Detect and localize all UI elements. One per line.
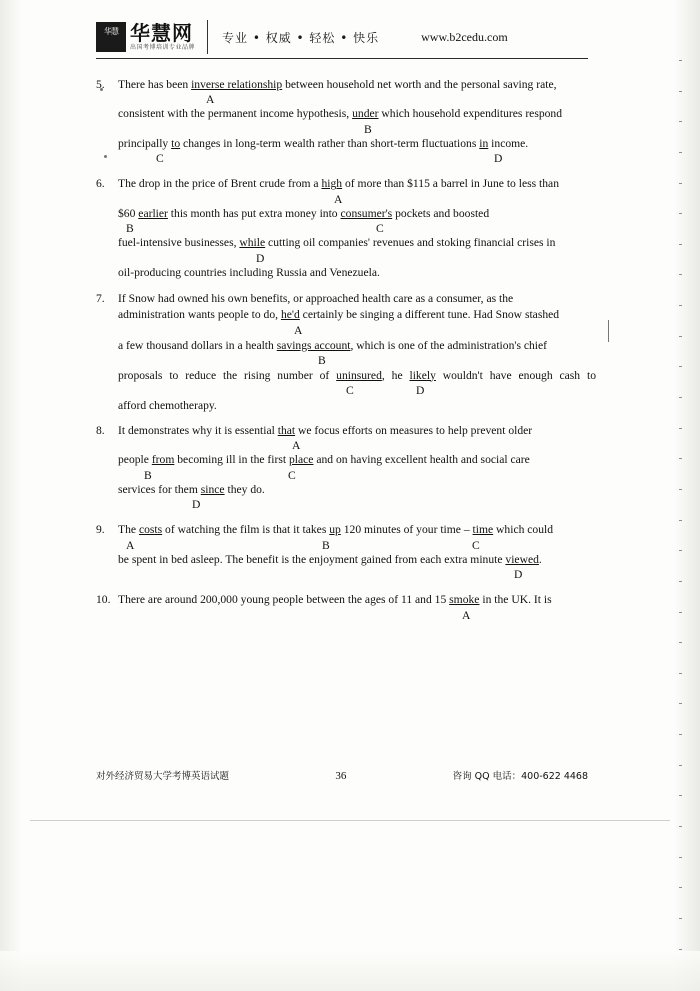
sentence-text: a few thousand dollars in a health — [118, 338, 277, 352]
line-indent — [96, 307, 118, 322]
question-number: 10. — [96, 593, 111, 607]
logo-tagline: 出国考博培训专业品牌 — [130, 44, 196, 51]
answer-marker-row — [96, 498, 596, 512]
line-indent — [96, 236, 118, 250]
sentence-text: fuel-intensive businesses, — [118, 236, 240, 250]
sentence-text: 120 minutes of your time – — [340, 523, 473, 537]
line-indent — [96, 553, 118, 567]
sentence-text: we focus efforts on measures to help prevent older — [295, 423, 533, 437]
answer-marker-row — [96, 384, 596, 398]
sentence-text: changes in long-term wealth rather than short-term fluctuations — [180, 136, 480, 150]
footer-contact: 咨询 QQ 电话：400-622 4468 — [452, 771, 588, 782]
site-header — [96, 14, 588, 60]
underlined-choice-text: consumer's — [340, 206, 393, 220]
header-rule — [96, 58, 588, 59]
answer-marker: D — [514, 568, 523, 582]
sentence-text: principally — [118, 136, 172, 150]
header-slogan: 专业 • 权威 • 轻松 • 快乐 — [222, 30, 380, 45]
underlined-choice-text: uninsured — [336, 368, 382, 382]
answer-marker: B — [144, 468, 152, 482]
sentence-text: , which is one of the administration's chief — [350, 338, 548, 352]
question-line — [96, 236, 596, 250]
question-line — [96, 593, 596, 607]
answer-marker: A — [206, 93, 215, 107]
underlined-choice-text: since — [200, 482, 225, 496]
margin-tick-marks — [679, 60, 683, 950]
answer-marker-row — [96, 193, 596, 207]
header-website-url: www.b2cedu.com — [421, 29, 508, 44]
question-line — [96, 307, 596, 322]
underlined-choice-text: he'd — [280, 308, 300, 322]
question-line — [96, 78, 596, 92]
sentence-text: certainly be singing a different tune. Had Snow stashed — [299, 308, 560, 322]
line-indent — [96, 483, 118, 497]
question-line — [96, 266, 596, 280]
answer-marker: A — [292, 439, 301, 453]
sentence-text: afford chemotherapy. — [118, 398, 217, 412]
answer-marker-row — [96, 568, 596, 582]
footer-exam-title: 对外经济贸易大学考博英语试题 — [96, 771, 230, 782]
question-line — [96, 338, 596, 353]
exam-questions — [96, 78, 596, 634]
question-number: 9. — [96, 523, 105, 537]
question-line — [96, 137, 596, 151]
question-line — [96, 107, 596, 121]
sentence-text: consistent with the permanent income hypothesis, — [118, 107, 353, 121]
answer-marker: B — [364, 122, 372, 136]
question-line — [96, 453, 596, 467]
underlined-choice-text: likely — [409, 368, 436, 382]
answer-marker: B — [126, 222, 134, 236]
sentence-text: be spent in bed asleep. The benefit is the enjoyment gained from each extra minute — [118, 552, 506, 566]
line-indent — [96, 338, 118, 353]
line-indent — [96, 453, 118, 467]
scan-edge-left — [0, 0, 22, 991]
sentence-text: . — [538, 552, 542, 566]
question-line — [96, 483, 596, 497]
answer-marker: C — [376, 222, 384, 236]
scan-edge-bottom — [0, 951, 700, 991]
question-block — [96, 291, 596, 412]
answer-marker-row — [96, 609, 596, 623]
sentence-text: The drop in the price of Brent crude from a — [118, 177, 322, 191]
question-block — [96, 523, 596, 582]
underlined-choice-text: earlier — [138, 206, 168, 220]
sentence-text: It demonstrates why it is essential — [118, 423, 278, 437]
answer-marker-row — [96, 252, 596, 266]
line-indent — [96, 137, 118, 151]
sentence-text: becoming ill in the first — [174, 453, 289, 467]
answer-marker: C — [346, 383, 354, 397]
answer-marker: D — [256, 251, 265, 265]
question-line — [96, 368, 596, 383]
answer-marker-row — [96, 93, 596, 107]
line-indent — [96, 266, 118, 280]
question-number: 5. — [96, 78, 105, 91]
sentence-text: people — [118, 453, 152, 467]
underlined-choice-text: in — [479, 136, 489, 150]
answer-marker: C — [288, 468, 296, 482]
question-line — [96, 523, 596, 537]
sentence-text: income. — [488, 136, 529, 150]
answer-marker-row — [96, 152, 596, 166]
line-indent — [96, 207, 118, 221]
question-block — [96, 177, 596, 280]
question-line — [96, 291, 596, 306]
answer-marker-row — [96, 324, 596, 338]
question-line — [96, 553, 596, 567]
answer-marker: B — [318, 353, 326, 367]
logo-mark-icon: 华慧 — [96, 22, 126, 52]
question-number: 7. — [96, 292, 105, 306]
underlined-choice-text: under — [352, 107, 379, 121]
sentence-text: There are around 200,000 young people between the ages of 11 and 15 — [118, 593, 450, 607]
underlined-choice-text: up — [329, 523, 341, 537]
answer-marker: C — [156, 152, 164, 166]
sentence-text: pockets and boosted — [392, 206, 490, 220]
line-indent — [96, 368, 118, 383]
sentence-text: cutting oil companies' revenues and stoking financial crises in — [265, 236, 556, 250]
sentence-text: of watching the film is that it takes — [162, 523, 330, 537]
sentence-text: which household expenditures respond — [378, 107, 563, 121]
sentence-text: of more than $115 a barrel in June to less than — [342, 177, 559, 191]
underlined-choice-text: that — [277, 423, 296, 437]
question-line — [96, 398, 596, 413]
underlined-choice-text: place — [289, 453, 314, 467]
question-block — [96, 593, 596, 622]
sentence-text: There has been — [118, 78, 192, 91]
question-line — [96, 207, 596, 221]
scan-edge-right — [674, 0, 700, 991]
underlined-choice-text: inverse relationship — [191, 78, 283, 91]
question-block — [96, 424, 596, 512]
underlined-choice-text: costs — [138, 523, 163, 537]
question-block — [96, 78, 596, 166]
underlined-choice-text: savings account — [276, 338, 351, 352]
sentence-text: between household net worth and the personal saving rate, — [282, 78, 557, 91]
sentence-text: in the UK. It is — [479, 593, 552, 607]
answer-marker: D — [192, 498, 201, 512]
sentence-text: this month has put extra money into — [167, 206, 341, 220]
sentence-text: and on having excellent health and social care — [313, 453, 530, 467]
answer-marker: B — [322, 538, 330, 552]
sentence-text: oil-producing countries including Russia and Venezuela. — [118, 265, 380, 279]
answer-marker-row — [96, 439, 596, 453]
answer-marker: A — [294, 323, 303, 337]
sentence-text: administration wants people to do, — [118, 308, 281, 322]
question-line — [96, 424, 596, 438]
underlined-choice-text: to — [171, 136, 181, 150]
sentence-text: proposals to reduce the rising number of — [118, 368, 337, 382]
site-logo — [96, 22, 195, 52]
answer-marker-row — [96, 469, 596, 483]
sentence-text: they do. — [224, 482, 265, 496]
underlined-choice-text: time — [472, 523, 494, 537]
answer-marker-row — [96, 222, 596, 236]
underlined-choice-text: while — [239, 236, 266, 250]
sentence-text: If Snow had owned his own benefits, or approached health care as a consumer, as the — [118, 292, 514, 306]
answer-marker: A — [334, 192, 343, 206]
answer-marker: A — [462, 608, 471, 622]
scan-artifact-line — [608, 320, 609, 342]
underlined-choice-text: high — [321, 177, 343, 191]
answer-marker-row — [96, 123, 596, 137]
question-line — [96, 177, 596, 191]
sentence-text: wouldn't have enough cash to — [435, 368, 597, 382]
sentence-text: which could — [493, 523, 554, 537]
line-indent — [96, 398, 118, 413]
page-number: 36 — [335, 770, 347, 782]
question-number: 8. — [96, 423, 105, 437]
question-number: 6. — [96, 177, 105, 191]
logo-wordmark: 华慧网 — [130, 21, 193, 45]
underlined-choice-text: from — [151, 453, 175, 467]
sentence-text: The — [118, 523, 139, 537]
line-indent — [96, 107, 118, 121]
sentence-text: services for them — [118, 482, 201, 496]
header-divider — [207, 20, 208, 54]
answer-marker: C — [472, 538, 480, 552]
page-footer — [96, 768, 588, 782]
answer-marker: D — [494, 152, 503, 166]
answer-marker-row — [96, 539, 596, 553]
underlined-choice-text: viewed — [505, 552, 539, 566]
sentence-text: $60 — [118, 206, 139, 220]
answer-marker: D — [416, 383, 425, 397]
answer-marker-row — [96, 354, 596, 368]
sentence-text: , he — [381, 368, 410, 382]
footer-rule — [30, 820, 670, 821]
underlined-choice-text: smoke — [449, 593, 480, 607]
answer-marker: A — [126, 538, 135, 552]
